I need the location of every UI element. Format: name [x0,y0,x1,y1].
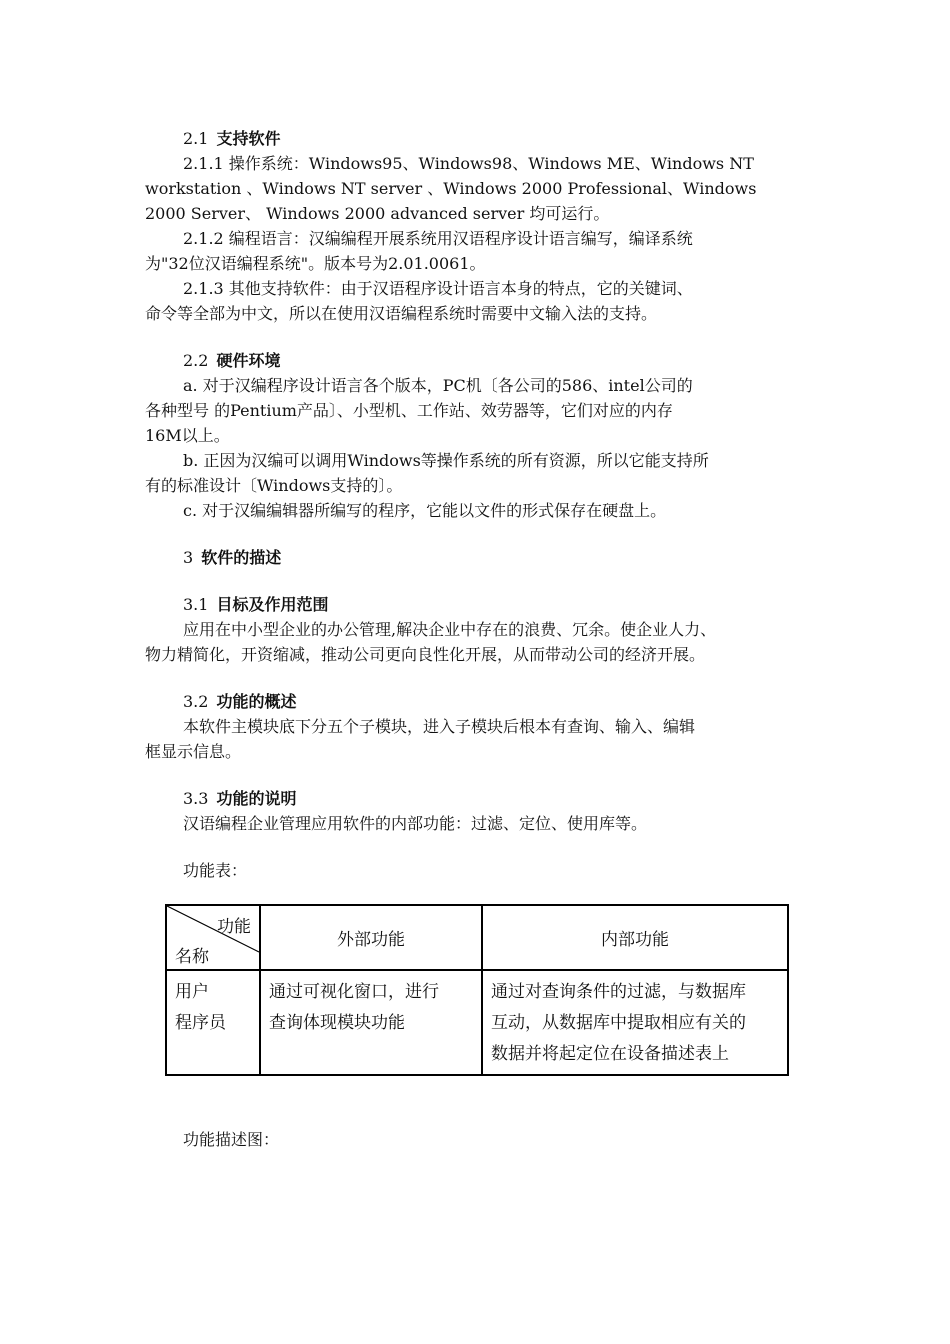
column-header-external: 外部功能 [260,905,482,970]
cell-line: 程序员 [175,1013,226,1033]
paragraph-line: 2000 Server、 Windows 2000 advanced server 均可运行。 [145,204,610,223]
section-heading-2-1: 2.1 支持软件 [183,129,281,148]
function-table [165,904,789,1076]
paragraph-line: workstation 、Windows NT server 、Windows 2000 Professional、Windows [145,179,757,198]
paragraph-line: 各种型号 的Pentium产品〕、小型机、工作站、效劳器等，它们对应的内存 [145,401,673,420]
section-heading-3-3: 3.3 功能的说明 [183,789,297,808]
paragraph-line: 本软件主模块底下分五个子模块，进入子模块后根本有查询、输入、编辑 [183,717,696,736]
paragraph-line: b. 正因为汉编可以调用Windows等操作系统的所有资源，所以它能支持所 [183,451,709,470]
cell-line: 查询体现模块功能 [269,1013,405,1033]
section-heading-3-2: 3.2 功能的概述 [183,692,297,711]
paragraph-line: 2.1.3 其他支持软件：由于汉语程序设计语言本身的特点，它的关键词、 [183,279,693,298]
paragraph-line: 2.1.1 操作系统：Windows95、Windows98、Windows ME、Windows NT [183,154,754,173]
table-caption: 功能表： [183,861,248,880]
section-heading-3-1: 3.1 目标及作用范围 [183,595,329,614]
paragraph-line: 物力精简化，开资缩减，推动公司更向良性化开展，从而带动公司的经济开展。 [145,645,706,664]
paragraph-line: 16M以上。 [145,426,230,445]
table-row [166,970,788,1075]
paragraph-line: 汉语编程企业管理应用软件的内部功能：过滤、定位、使用库等。 [183,814,648,833]
paragraph-line: 框显示信息。 [145,742,242,761]
cell-line: 数据并将起定位在设备描述表上 [491,1044,729,1064]
section-heading-3: 3 软件的描述 [183,548,282,567]
paragraph-line: 应用在中小型企业的办公管理,解决企业中存在的浪费、冗余。使企业人力、 [183,620,717,639]
paragraph-line: 2.1.2 编程语言：汉编编程开展系统用汉语程序设计语言编写，编译系统 [183,229,693,248]
paragraph-line: a. 对于汉编程序设计语言各个版本，PC机〔各公司的586、intel公司的 [183,376,693,395]
cell-line: 互动，从数据库中提取相应有关的 [491,1013,746,1033]
corner-label-function: 功能 [217,917,251,937]
cell-line: 通过对查询条件的过滤，与数据库 [491,982,746,1002]
column-header-internal: 内部功能 [482,905,788,970]
table-cell-external [260,970,482,1075]
diagram-caption: 功能描述图： [183,1130,280,1149]
section-heading-2-2: 2.2 硬件环境 [183,351,281,370]
table-cell-internal [482,970,788,1075]
corner-label-name: 名称 [175,947,209,967]
paragraph-line: 有的标准设计〔Windows支持的〕。 [145,476,403,495]
cell-line: 通过可视化窗口，进行 [269,982,439,1002]
paragraph-line: 命令等全部为中文，所以在使用汉语编程系统时需要中文输入法的支持。 [145,304,658,323]
paragraph-line: c. 对于汉编编辑器所编写的程序，它能以文件的形式保存在硬盘上。 [183,501,667,520]
cell-line: 用户 [175,982,209,1002]
table-cell-name [166,970,260,1075]
table-corner-cell [166,905,260,970]
table-header-row [166,905,788,970]
paragraph-line: 为"32位汉语编程系统"。版本号为2.01.0061。 [145,254,486,273]
